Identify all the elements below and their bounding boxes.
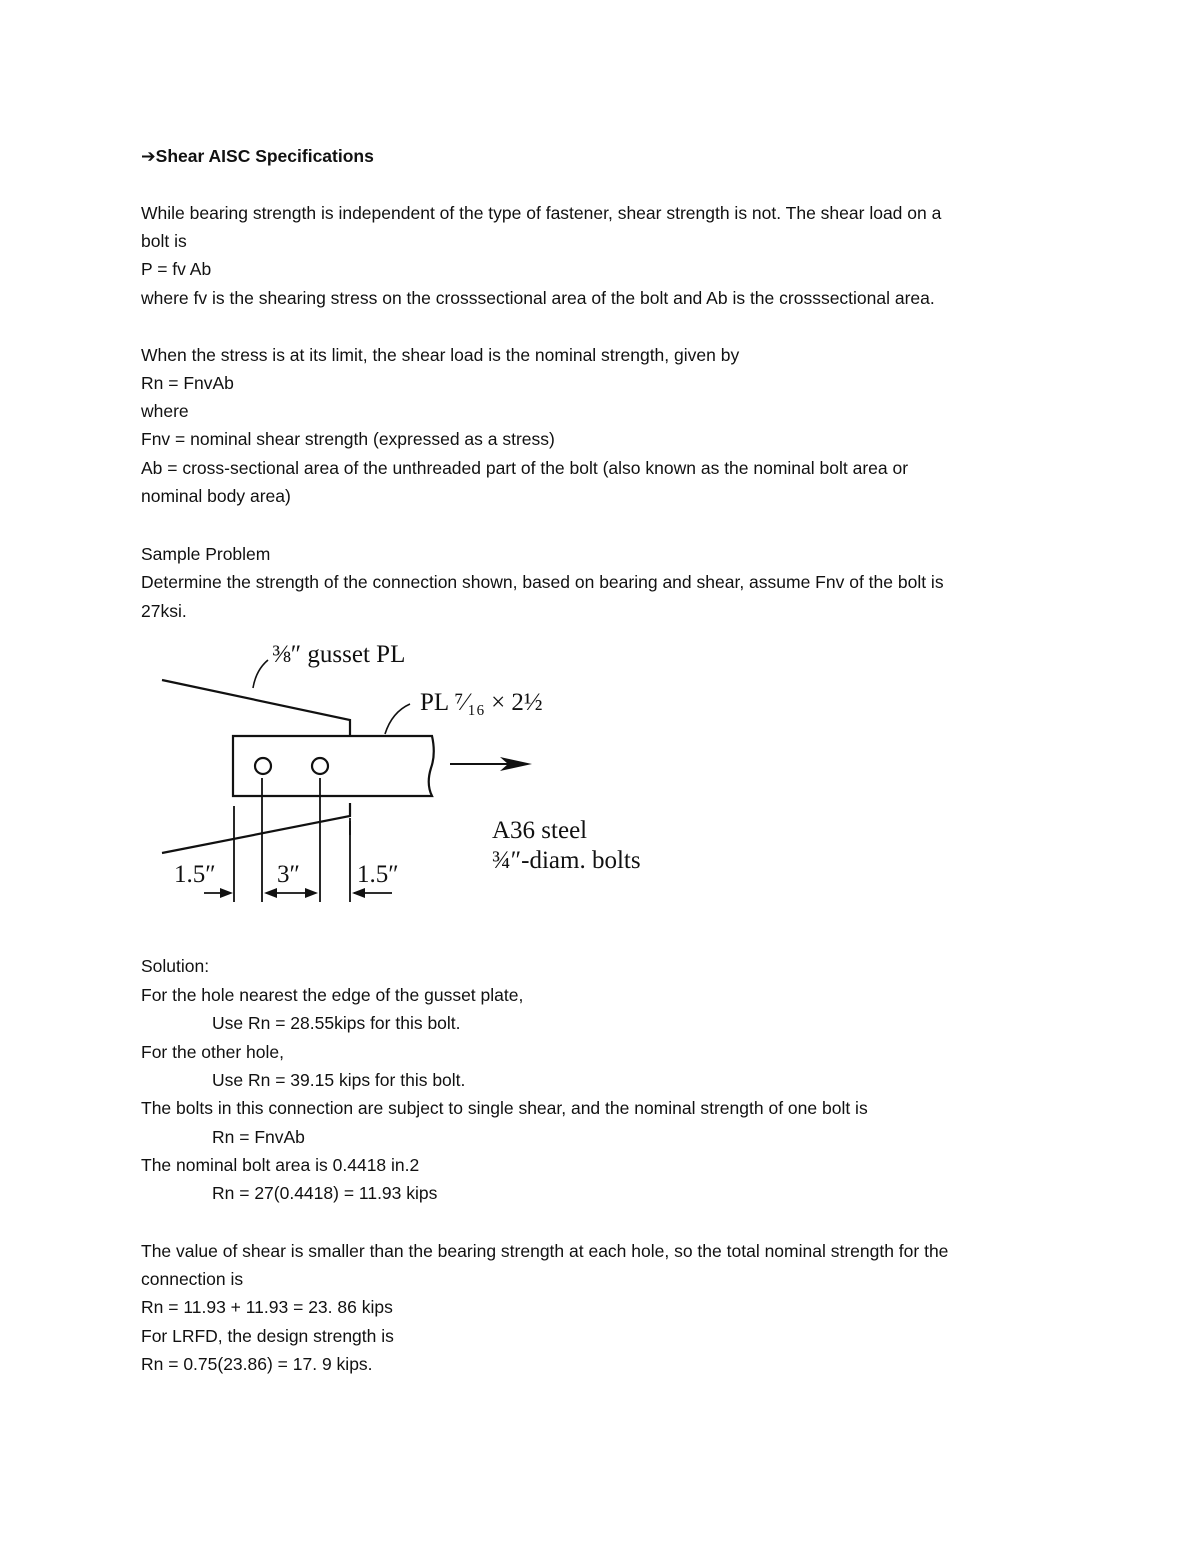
solution-title: Solution:: [141, 956, 210, 976]
arrow-icon: ➔: [141, 146, 156, 166]
equation-nominal-strength: Rn = FnvAb: [141, 373, 234, 393]
splice-plate-label: PL ⁷⁄₁₆ × 2½: [420, 689, 543, 716]
intro-line-1: While bearing strength is independent of the type of fastener, shear strength is not. The shear load on a: [141, 203, 942, 223]
definition-ab: Ab = cross-sectional area of the unthreaded part of the bolt (also known as the nominal bolt area or: [141, 458, 909, 478]
intro-line-4: where fv is the shearing stress on the crosssectional area of the bolt and Ab is the crosssectional area.: [141, 288, 935, 308]
gusset-leader: [253, 660, 268, 688]
conclusion-line-4: For LRFD, the design strength is: [141, 1326, 394, 1346]
dim-label-right: 1.5″: [357, 861, 399, 888]
dim-arrowhead-right: [352, 888, 365, 898]
heading-text: Shear AISC Specifications: [155, 146, 374, 166]
bolt-diameter-label: ¾″-diam. bolts: [492, 847, 641, 874]
bolt-hole-1: [255, 758, 271, 774]
connection-diagram: [140, 628, 700, 918]
conclusion-line-2: connection is: [141, 1269, 244, 1289]
section-heading: [141, 142, 374, 170]
dim-label-mid: 3″: [277, 861, 300, 888]
gusset-upper-edge: [162, 680, 350, 736]
gusset-plate-label: ⅜″ gusset PL: [272, 641, 406, 668]
conclusion-line-1: The value of shear is smaller than the bearing strength at each hole, so the total nominal strength for the: [141, 1241, 949, 1261]
problem-line-2: 27ksi.: [141, 601, 187, 621]
intro-line-2: bolt is: [141, 231, 187, 251]
conclusion-line-3: Rn = 11.93 + 11.93 = 23. 86 kips: [141, 1297, 393, 1317]
dim-arrowhead-left: [220, 888, 233, 898]
problem-line-1: Determine the strength of the connection shown, based on bearing and shear, assume Fnv of the bolt is: [141, 572, 944, 592]
dim-arrowhead-mid-left: [264, 888, 277, 898]
dim-label-left: 1.5″: [174, 861, 216, 888]
nominal-line-3: where: [141, 401, 189, 421]
bolt-hole-2: [312, 758, 328, 774]
splice-plate: [233, 736, 434, 796]
solution-line-2: Use Rn = 28.55kips for this bolt.: [212, 1013, 461, 1033]
equation-shear-load: P = fv Ab: [141, 259, 212, 279]
solution-line-8: Rn = 27(0.4418) = 11.93 kips: [212, 1183, 438, 1203]
problem-title: Sample Problem: [141, 544, 271, 564]
gusset-lower-edge: [162, 803, 350, 853]
solution-line-3: For the other hole,: [141, 1042, 284, 1062]
solution-line-7: The nominal bolt area is 0.4418 in.2: [141, 1155, 420, 1175]
definition-fnv: Fnv = nominal shear strength (expressed as a stress): [141, 429, 555, 449]
solution-line-4: Use Rn = 39.15 kips for this bolt.: [212, 1070, 466, 1090]
dim-arrowhead-mid-right: [305, 888, 318, 898]
solution-line-1: For the hole nearest the edge of the gusset plate,: [141, 985, 524, 1005]
nominal-line-1: When the stress is at its limit, the shear load is the nominal strength, given by: [141, 345, 740, 365]
conclusion-line-5: Rn = 0.75(23.86) = 17. 9 kips.: [141, 1354, 373, 1374]
solution-line-6: Rn = FnvAb: [212, 1127, 305, 1147]
plate-leader: [385, 704, 410, 734]
definition-ab-cont: nominal body area): [141, 486, 291, 506]
steel-grade-label: A36 steel: [492, 817, 588, 844]
solution-line-5: The bolts in this connection are subject to single shear, and the nominal strength of one bolt is: [141, 1098, 868, 1118]
